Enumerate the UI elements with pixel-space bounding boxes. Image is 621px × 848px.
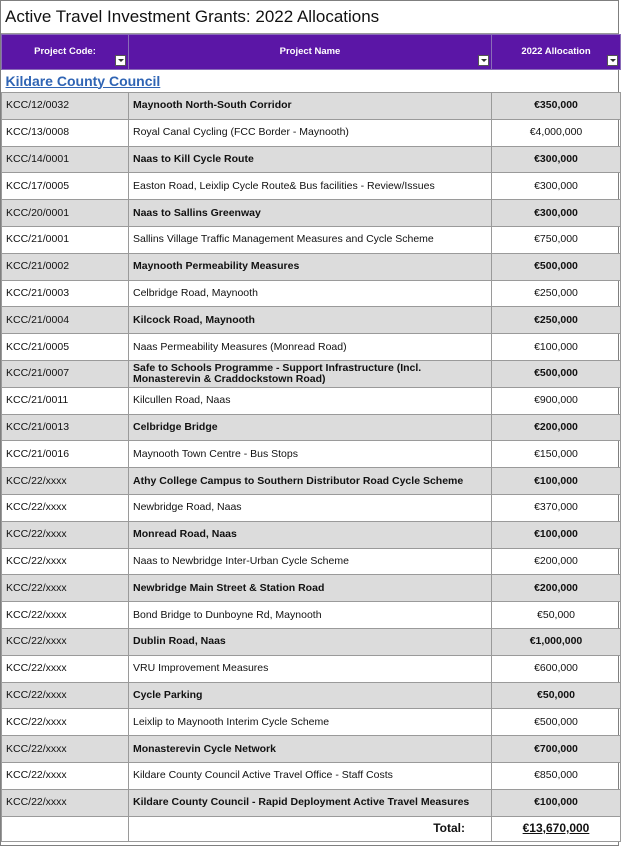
table-row [2, 602, 621, 629]
project-code-cell[interactable]: KCC/22/xxxx [2, 548, 129, 575]
allocation-cell[interactable]: €370,000 [492, 494, 621, 521]
project-code-cell[interactable]: KCC/22/xxxx [2, 575, 129, 602]
project-name-cell[interactable]: Maynooth North-South Corridor [129, 93, 492, 120]
project-code-cell[interactable]: KCC/21/0013 [2, 414, 129, 441]
project-code-cell[interactable]: KCC/22/xxxx [2, 789, 129, 816]
project-name-cell[interactable]: Naas to Newbridge Inter-Urban Cycle Scheme [129, 548, 492, 575]
project-code-cell[interactable]: KCC/22/xxxx [2, 628, 129, 655]
allocation-cell[interactable]: €1,000,000 [492, 628, 621, 655]
project-name-cell[interactable]: Athy College Campus to Southern Distributor Road Cycle Scheme [129, 468, 492, 495]
allocation-cell[interactable]: €750,000 [492, 226, 621, 253]
project-name-cell[interactable]: Easton Road, Leixlip Cycle Route& Bus facilities - Review/Issues [129, 173, 492, 200]
project-code-cell[interactable]: KCC/22/xxxx [2, 494, 129, 521]
allocation-cell[interactable]: €350,000 [492, 93, 621, 120]
allocation-cell[interactable]: €50,000 [492, 602, 621, 629]
total-blank-cell [2, 816, 129, 841]
table-row [2, 119, 621, 146]
table-row [2, 414, 621, 441]
allocation-cell[interactable]: €500,000 [492, 360, 621, 387]
project-code-cell[interactable]: KCC/20/0001 [2, 200, 129, 227]
project-name-cell[interactable]: Leixlip to Maynooth Interim Cycle Scheme [129, 709, 492, 736]
project-code-cell[interactable]: KCC/21/0002 [2, 253, 129, 280]
council-group-row [2, 70, 621, 93]
allocation-cell[interactable]: €300,000 [492, 200, 621, 227]
project-code-cell[interactable]: KCC/22/xxxx [2, 521, 129, 548]
table-row [2, 575, 621, 602]
project-name-cell[interactable]: Royal Canal Cycling (FCC Border - Maynooth) [129, 119, 492, 146]
table-row [2, 253, 621, 280]
project-code-cell[interactable]: KCC/22/xxxx [2, 682, 129, 709]
header-project-code [2, 35, 129, 70]
allocation-cell[interactable]: €200,000 [492, 414, 621, 441]
project-name-cell[interactable]: Maynooth Permeability Measures [129, 253, 492, 280]
header-project-code-label: Project Code: [34, 46, 96, 57]
table-row [2, 93, 621, 120]
total-label: Total: [129, 816, 492, 841]
table-row [2, 762, 621, 789]
filter-dropdown-icon[interactable] [607, 55, 618, 66]
project-name-cell[interactable]: Dublin Road, Naas [129, 628, 492, 655]
allocation-cell[interactable]: €600,000 [492, 655, 621, 682]
header-row [2, 35, 621, 70]
header-project-name-label: Project Name [279, 46, 341, 57]
allocation-cell[interactable]: €100,000 [492, 468, 621, 495]
project-name-cell[interactable]: Kilcullen Road, Naas [129, 387, 492, 414]
project-code-cell[interactable]: KCC/22/xxxx [2, 762, 129, 789]
allocation-cell[interactable]: €300,000 [492, 146, 621, 173]
project-name-cell[interactable]: Celbridge Road, Maynooth [129, 280, 492, 307]
project-name-cell[interactable]: Kildare County Council - Rapid Deployment Active Travel Measures [129, 789, 492, 816]
project-name-cell[interactable]: Bond Bridge to Dunboyne Rd, Maynooth [129, 602, 492, 629]
project-name-cell[interactable]: Monasterevin Cycle Network [129, 736, 492, 763]
project-name-cell[interactable]: Safe to Schools Programme - Support Infrastructure (Incl. Monasterevin & Craddockstown Road) [129, 360, 492, 387]
project-code-cell[interactable]: KCC/21/0007 [2, 360, 129, 387]
table-row [2, 334, 621, 361]
table-row [2, 307, 621, 334]
project-code-cell[interactable]: KCC/22/xxxx [2, 602, 129, 629]
allocation-cell[interactable]: €4,000,000 [492, 119, 621, 146]
table-row [2, 441, 621, 468]
project-name-cell[interactable]: VRU Improvement Measures [129, 655, 492, 682]
project-name-cell[interactable]: Newbridge Main Street & Station Road [129, 575, 492, 602]
project-name-cell[interactable]: Naas to Sallins Greenway [129, 200, 492, 227]
table-row [2, 226, 621, 253]
sheet-title: Active Travel Investment Grants: 2022 Allocations [1, 1, 618, 34]
project-code-cell[interactable]: KCC/13/0008 [2, 119, 129, 146]
project-code-cell[interactable]: KCC/17/0005 [2, 173, 129, 200]
project-name-cell[interactable]: Kildare County Council Active Travel Office - Staff Costs [129, 762, 492, 789]
table-row [2, 360, 621, 387]
table-row [2, 468, 621, 495]
project-name-cell[interactable]: Cycle Parking [129, 682, 492, 709]
header-allocation [492, 35, 621, 70]
table-row [2, 280, 621, 307]
table-row [2, 709, 621, 736]
project-code-cell[interactable]: KCC/22/xxxx [2, 736, 129, 763]
allocation-cell[interactable]: €150,000 [492, 441, 621, 468]
project-code-cell[interactable]: KCC/22/xxxx [2, 468, 129, 495]
table-row [2, 521, 621, 548]
allocation-cell[interactable]: €250,000 [492, 280, 621, 307]
project-name-cell[interactable]: Maynooth Town Centre - Bus Stops [129, 441, 492, 468]
allocation-cell[interactable]: €100,000 [492, 789, 621, 816]
allocation-cell[interactable]: €700,000 [492, 736, 621, 763]
table-row [2, 146, 621, 173]
allocation-cell[interactable]: €250,000 [492, 307, 621, 334]
table-row [2, 628, 621, 655]
total-value[interactable]: €13,670,000 [492, 816, 621, 841]
council-name: Kildare County Council [2, 70, 621, 93]
project-name-cell[interactable]: Naas to Kill Cycle Route [129, 146, 492, 173]
table-row [2, 387, 621, 414]
table-row [2, 789, 621, 816]
table-row [2, 548, 621, 575]
total-row [2, 816, 621, 841]
project-code-cell[interactable]: KCC/14/0001 [2, 146, 129, 173]
allocation-cell[interactable]: €850,000 [492, 762, 621, 789]
header-project-name [129, 35, 492, 70]
filter-dropdown-icon[interactable] [115, 55, 126, 66]
table-row [2, 494, 621, 521]
allocation-cell[interactable]: €200,000 [492, 548, 621, 575]
table-row [2, 173, 621, 200]
project-name-cell[interactable]: Newbridge Road, Naas [129, 494, 492, 521]
allocations-table [1, 34, 621, 842]
allocation-cell[interactable]: €500,000 [492, 253, 621, 280]
allocation-cell[interactable]: €200,000 [492, 575, 621, 602]
project-code-cell[interactable]: KCC/21/0005 [2, 334, 129, 361]
project-code-cell[interactable]: KCC/21/0001 [2, 226, 129, 253]
filter-dropdown-icon[interactable] [478, 55, 489, 66]
project-code-cell[interactable]: KCC/21/0004 [2, 307, 129, 334]
project-code-cell[interactable]: KCC/21/0011 [2, 387, 129, 414]
project-code-cell[interactable]: KCC/22/xxxx [2, 709, 129, 736]
allocation-cell[interactable]: €900,000 [492, 387, 621, 414]
allocation-cell[interactable]: €50,000 [492, 682, 621, 709]
project-name-cell[interactable]: Monread Road, Naas [129, 521, 492, 548]
allocation-cell[interactable]: €100,000 [492, 521, 621, 548]
allocation-cell[interactable]: €300,000 [492, 173, 621, 200]
project-name-cell[interactable]: Naas Permeability Measures (Monread Road) [129, 334, 492, 361]
project-name-cell[interactable]: Kilcock Road, Maynooth [129, 307, 492, 334]
table-row [2, 682, 621, 709]
table-row [2, 655, 621, 682]
allocation-cell[interactable]: €100,000 [492, 334, 621, 361]
table-row [2, 736, 621, 763]
project-code-cell[interactable]: KCC/22/xxxx [2, 655, 129, 682]
header-allocation-label: 2022 Allocation [521, 46, 591, 57]
project-code-cell[interactable]: KCC/21/0016 [2, 441, 129, 468]
allocation-cell[interactable]: €500,000 [492, 709, 621, 736]
project-code-cell[interactable]: KCC/21/0003 [2, 280, 129, 307]
project-code-cell[interactable]: KCC/12/0032 [2, 93, 129, 120]
project-name-cell[interactable]: Celbridge Bridge [129, 414, 492, 441]
project-name-cell[interactable]: Sallins Village Traffic Management Measures and Cycle Scheme [129, 226, 492, 253]
table-row [2, 200, 621, 227]
